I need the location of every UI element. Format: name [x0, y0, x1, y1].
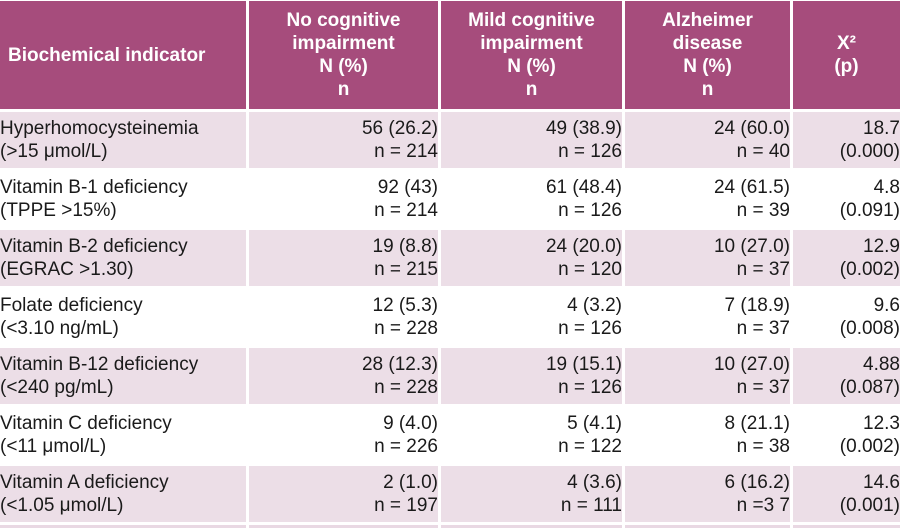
indicator-name: Folate deficiency — [0, 295, 143, 316]
value-n-total: n = 37 — [736, 318, 790, 339]
table-row-folate — [0, 289, 900, 345]
indicator-name: Vitamin C deficiency — [0, 413, 172, 434]
table-row-hyperhomocysteinemia — [0, 112, 900, 168]
value-n-total: n = 38 — [736, 436, 790, 457]
chi-value: 18.7 — [863, 118, 900, 139]
value-n-total: n = 126 — [558, 377, 622, 398]
p-value: (0.002) — [839, 259, 900, 280]
indicator-threshold: (TPPE >15%) — [0, 200, 117, 221]
header-line: impairment — [480, 33, 583, 54]
value-n-total: n = 228 — [374, 318, 438, 339]
cell-chi-square — [793, 171, 900, 227]
header-line: n — [525, 79, 538, 100]
cell-indicator — [0, 112, 246, 168]
value-n-total: n = 228 — [374, 377, 438, 398]
p-value: (0.091) — [839, 200, 900, 221]
value-n-pct: 28 (12.3) — [361, 354, 438, 375]
cell-chi-square — [793, 348, 900, 404]
value-n-pct: 10 (27.0) — [713, 236, 790, 257]
indicator-threshold: (>15 μmol/L) — [0, 141, 108, 162]
cell-mild-impairment — [441, 466, 622, 522]
header-row — [0, 1, 900, 109]
value-n-total: n = 39 — [736, 200, 790, 221]
value-n-pct: 4 (3.2) — [567, 295, 622, 316]
cell-mild-impairment — [441, 230, 622, 286]
table-row-vitamin-c — [0, 407, 900, 463]
cell-indicator — [0, 407, 246, 463]
cell-no-impairment — [249, 466, 438, 522]
value-n-pct: 61 (48.4) — [545, 177, 622, 198]
cell-mild-impairment — [441, 289, 622, 345]
p-value: (0.087) — [839, 377, 900, 398]
cell-alzheimer — [625, 171, 790, 227]
value-n-total: n = 197 — [374, 495, 438, 516]
indicator-name: Vitamin B-2 deficiency — [0, 236, 188, 257]
header-line: Biochemical indicator — [8, 44, 206, 66]
indicator-name: Vitamin A deficiency — [0, 472, 169, 493]
value-n-pct: 49 (38.9) — [545, 118, 622, 139]
cell-mild-impairment — [441, 407, 622, 463]
value-n-pct: 56 (26.2) — [361, 118, 438, 139]
table-bottom-border-strip — [0, 525, 900, 528]
chi-value: 12.9 — [863, 236, 900, 257]
header-line: (p) — [834, 56, 859, 77]
value-n-pct: 24 (20.0) — [545, 236, 622, 257]
cell-alzheimer — [625, 466, 790, 522]
value-n-total: n = 215 — [374, 259, 438, 280]
value-n-pct: 7 (18.9) — [724, 295, 790, 316]
chi-value: 4.8 — [873, 177, 900, 198]
col-header-mild-cognitive-impairment — [441, 1, 622, 109]
cell-indicator — [0, 171, 246, 227]
cell-no-impairment — [249, 171, 438, 227]
cell-alzheimer — [625, 230, 790, 286]
p-value: (0.001) — [839, 495, 900, 516]
value-n-total: n = 226 — [374, 436, 438, 457]
cell-alzheimer — [625, 112, 790, 168]
header-line: N (%) — [683, 56, 732, 77]
p-value: (0.002) — [839, 436, 900, 457]
table-row-vitamin-b2 — [0, 230, 900, 286]
value-n-pct: 19 (8.8) — [372, 236, 438, 257]
header-line: Mild cognitive — [468, 10, 595, 31]
value-n-total: n = 126 — [558, 318, 622, 339]
value-n-pct: 12 (5.3) — [372, 295, 438, 316]
value-n-total: n = 120 — [558, 259, 622, 280]
table-row-vitamin-b12 — [0, 348, 900, 404]
value-n-pct: 24 (60.0) — [713, 118, 790, 139]
value-n-pct: 5 (4.1) — [567, 413, 622, 434]
value-n-pct: 6 (16.2) — [724, 472, 790, 493]
indicator-threshold: (<240 pg/mL) — [0, 377, 114, 398]
chi-value: 14.6 — [863, 472, 900, 493]
cell-no-impairment — [249, 112, 438, 168]
value-n-pct: 92 (43) — [377, 177, 438, 198]
header-line: n — [701, 79, 714, 100]
value-n-total: n = 111 — [560, 495, 622, 516]
indicator-threshold: (<3.10 ng/mL) — [0, 318, 119, 339]
value-n-pct: 4 (3.6) — [567, 472, 622, 493]
cell-indicator — [0, 289, 246, 345]
value-n-pct: 2 (1.0) — [383, 472, 438, 493]
cell-no-impairment — [249, 348, 438, 404]
header-line: X² — [837, 33, 856, 54]
header-line: disease — [672, 33, 743, 54]
header-line: N (%) — [507, 56, 556, 77]
cell-alzheimer — [625, 348, 790, 404]
cell-mild-impairment — [441, 171, 622, 227]
header-line: n — [337, 79, 350, 100]
value-n-total: n = 214 — [374, 200, 438, 221]
indicator-threshold: (<11 μmol/L) — [0, 436, 107, 457]
value-n-total: n = 37 — [736, 259, 790, 280]
value-n-pct: 19 (15.1) — [545, 354, 622, 375]
value-n-total: n = 126 — [558, 200, 622, 221]
value-n-total: n = 122 — [558, 436, 622, 457]
value-n-pct: 24 (61.5) — [713, 177, 790, 198]
cell-chi-square — [793, 466, 900, 522]
header-line: impairment — [292, 33, 395, 54]
header-line: Alzheimer — [662, 10, 753, 31]
cell-chi-square — [793, 289, 900, 345]
cell-no-impairment — [249, 289, 438, 345]
indicator-name: Vitamin B-1 deficiency — [0, 177, 188, 198]
indicator-name: Vitamin B-12 deficiency — [0, 354, 199, 375]
value-n-pct: 10 (27.0) — [713, 354, 790, 375]
cell-chi-square — [793, 407, 900, 463]
table-row-vitamin-b1 — [0, 171, 900, 227]
value-n-total: n = 126 — [558, 141, 622, 162]
cell-indicator — [0, 230, 246, 286]
chi-value: 4.88 — [863, 354, 900, 375]
col-header-alzheimer-disease — [625, 1, 790, 109]
value-n-pct: 9 (4.0) — [383, 413, 438, 434]
table-row-vitamin-a — [0, 466, 900, 522]
cell-chi-square — [793, 112, 900, 168]
cell-mild-impairment — [441, 348, 622, 404]
indicator-threshold: (EGRAC >1.30) — [0, 259, 134, 280]
chi-value: 12.3 — [863, 413, 900, 434]
indicator-name: Hyperhomocysteinemia — [0, 118, 199, 139]
value-n-total: n = 40 — [736, 141, 790, 162]
header-line: N (%) — [319, 56, 368, 77]
cell-indicator — [0, 348, 246, 404]
p-value: (0.000) — [839, 141, 900, 162]
p-value: (0.008) — [839, 318, 900, 339]
value-n-total: n =3 7 — [736, 495, 790, 516]
col-header-biochemical-indicator — [0, 1, 246, 109]
chi-value: 9.6 — [873, 295, 900, 316]
indicator-threshold: (<1.05 μmol/L) — [0, 495, 124, 516]
value-n-total: n = 214 — [374, 141, 438, 162]
cell-chi-square — [793, 230, 900, 286]
cell-mild-impairment — [441, 112, 622, 168]
value-n-total: n = 37 — [736, 377, 790, 398]
value-n-pct: 8 (21.1) — [724, 413, 790, 434]
col-header-no-cognitive-impairment — [249, 1, 438, 109]
col-header-chi-square — [793, 1, 900, 109]
cell-no-impairment — [249, 407, 438, 463]
cell-indicator — [0, 466, 246, 522]
header-line: No cognitive — [286, 10, 401, 31]
cell-alzheimer — [625, 407, 790, 463]
cell-no-impairment — [249, 230, 438, 286]
cell-alzheimer — [625, 289, 790, 345]
